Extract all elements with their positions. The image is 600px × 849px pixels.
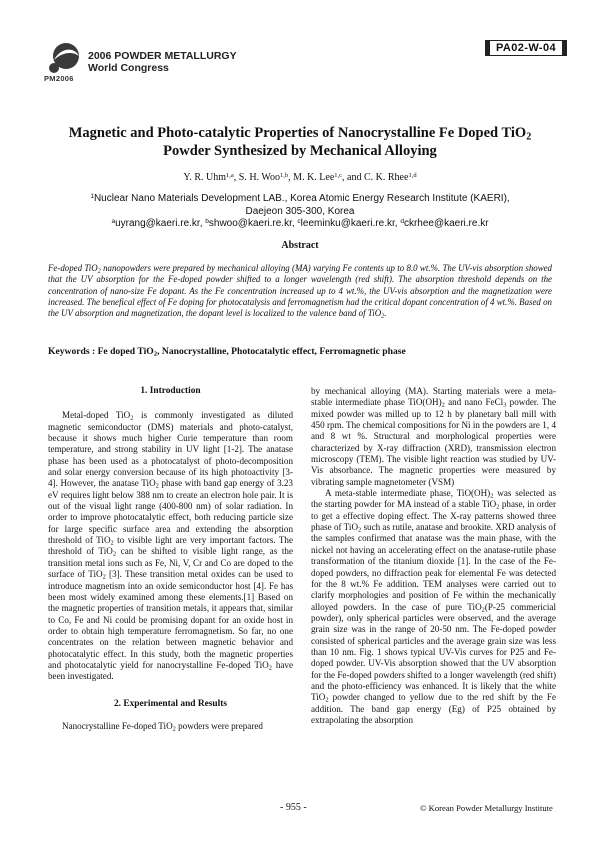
subscript: 2 [155,482,159,490]
text-run: by mechanical alloying (MA). Starting materials were a meta-stable intermediate phase TiO(OH) [311,386,556,408]
author-affil-mark: 1,a [226,172,234,180]
abstract-part: . [384,308,387,319]
subscript: 2 [102,573,106,581]
conference-name [88,50,237,74]
text-run: have been investigated. [48,659,293,682]
text-run: phase with band gap energy of 3.23 eV requires light below 388 nm to create an electron hole pair. It is out of the visual light range (400-800 nm) of solar radiation. In order to improve photocatalytic effect, both reducing particle size for large specific surface area and extending the absorption threshold of TiO [48,478,293,546]
subscript: 2 [358,526,362,534]
abstract-part: Fe-doped TiO [48,263,98,273]
author-list [40,172,560,183]
subscript: 2 [268,664,272,672]
text-run: is commonly investigated as diluted magnetic semiconductor (DMS) materials and photo-catalyst, because it shows much higher Curie temperature than room temperature, and strong stability in UV light [1-2]. The anatase phase has been used as a photocatalyst of photo-decomposition and solar energy conversion because of its high photoactivity [3-4]. However, the anatase TiO [48,410,293,489]
email-list: $^a$uyrang@kaeri.re.kr, $^b$shwoo@kaeri.re.kr, $^c$leeminku@kaeri.re.kr, $^d$ckrhee@kaeri.re.kr [111,218,489,229]
author-affil-mark: 1,c [334,172,343,180]
author-name: S. H. Woo [238,172,281,183]
logo-year-label: PM2006 [44,74,74,83]
subscript: 2 [110,539,114,547]
subscript: 2 [325,696,329,704]
keywords-label: Keywords : [48,346,98,357]
affiliation-line-1 [40,193,560,206]
subscript: 2 [481,606,485,614]
subscript: 2 [153,350,158,358]
copyright-notice: © Korean Powder Metallurgy Institute [420,803,553,813]
paper-title [40,124,560,160]
author-name: C. K. Rhee [364,172,409,183]
title-subscript: 2 [526,131,532,143]
text-run: powder changed to yellow due to the red shift by the Fe addition. The band gap energy (Eg) of P25 obtained by extrapolating the absorption [311,692,556,725]
text-run: can be shifted to visible light range, as the transition metal ions such as Fe, Ni, V, Cr and Co are doped to the surface of TiO [48,546,294,580]
text-run: was selected as the starting powder for MA instead of a stable TiO [311,488,556,510]
email-address: uyrang@kaeri.re.kr [115,218,200,229]
subscript: 2 [97,267,101,275]
intro-paragraph [48,410,293,682]
author-name: Y. R. Uhm [183,172,227,183]
methods-paragraph [311,386,556,488]
text-run: Metal-doped TiO [62,410,131,421]
subscript: 2 [496,504,500,512]
left-column [48,386,293,732]
subscript: 2 [381,312,385,320]
affiliation-line-2: Daejeon 305-300, Korea [245,205,355,217]
author-separator: , [288,172,294,183]
text-run: A meta-stable intermediate phase, TiO(OH) [325,488,491,499]
conference-line-1: 2006 POWDER METALLURGY [88,50,237,62]
email-mark: d [400,218,404,226]
subscript: 3 [503,401,507,409]
author-affil-mark: 1,d [408,172,417,180]
subscript: 2 [490,492,494,500]
text-run: phase, in order to get a effective doping effect. The X-ray patterns showed three phase of TiO [311,499,556,533]
author-affil-mark: 1,b [280,172,289,180]
section-heading-introduction: 1. Introduction [140,386,201,396]
right-column [311,386,556,726]
title-line-1 [40,124,560,142]
results-paragraph [311,488,556,726]
page-number: - 955 - [280,802,307,813]
email-mark: c [297,218,301,226]
text-run: to visible light are very important factors. The threshold of TiO [48,535,293,557]
keywords-text: Fe doped TiO [97,346,154,357]
email-address: leeminku@kaeri.re.kr [300,218,395,229]
subscript: 2 [172,725,176,733]
experimental-paragraph [48,721,293,732]
paper-code-badge: PA02-W-04 [485,40,567,56]
email-mark: a [111,218,116,226]
title-line-1-text: Magnetic and Photo-catalytic Properties of Nanocrystalline Fe Doped TiO [68,125,527,141]
subscript: 2 [441,401,445,409]
conference-line-2: World Congress [88,62,169,74]
affiliation-text: Nuclear Nano Materials Development LAB., Korea Atomic Energy Research Institute (KAERI), [93,193,510,204]
email-address: ckrhee@kaeri.re.kr [403,218,489,229]
abstract-part: nanopowders were prepared by mechanical alloying (MA) varying Fe contents up to 8.0 wt.%. The UV-vis absorption showed that the UV absorption for the Fe-doped powder shifted to a longer wavelength (red shift). The absorption threshold depends on the concentration of nano-size Fe dopant. As the Fe concentration increased up to 4 wt.%, the UV-vis absorption and the magnetization were increased. The benefical effect of Fe doping for photocatalysis and ferromagnetism had the critical dopant concentration of 4 wt.%. Based on the UV absorption and magnetization, the dopant level is localized to the valence band of TiO [48,263,552,319]
abstract-text [48,263,552,319]
affiliation-mark: 1 [90,193,94,201]
text-run: and nano FeCl [444,397,504,408]
email-address: shwoo@kaeri.re.kr [208,218,292,229]
subscript: 2 [130,414,134,422]
title-line-2: Powder Synthesized by Mechanical Alloying [163,143,437,159]
keywords-text: , Nanocrystalline, Photocatalytic effect, Ferromagnetic phase [157,346,406,357]
text-run: [3]. These transition metal oxides can be used to introduce magnetism into an oxide semiconductor host [4]. Fe has been most widely examined among these elements.[1] Based on the magnetic properties of transition metals, it appears that, similar to Co, Fe and Ni could be promising dopant for an oxide host in order to obtain high temperature ferromagnetism. So far, no one concentrates on the relation between magnetic behavior and photocatalytic effect. In this study, both the magnetic properties and photocatalytic yield for nanocrystalline Fe-doped TiO [48,569,294,670]
text-run: (P-25 commericial powder), only spherical particles were observed, and the average grain size was in the range of 20-50 nm. The Fe-doped powder consisted of spherical particles and the average grain size was less than 10 nm. Fig. 1 shows typical UV-Vis curves for P25 and Fe-doped powder. UV-Vis absorption showed that the UV absorption for the Fe-doped powders shifted to a longer wavelength (red shift) and the photo-efficiency was enhanced. It is likely that the white TiO [311,601,556,703]
section-heading-experimental: 2. Experimental and Results [113,698,228,709]
email-mark: b [205,218,209,226]
text-run: Nanocrystalline Fe-doped TiO [62,720,173,731]
affiliation-block [40,193,560,231]
subscript: 2 [112,551,117,559]
author-separator: , [233,172,239,183]
text-run: powder. The mixed powder was milled up to 12 h by planetary ball mill with 450 rpm. The chemical compositions for Ni in the powders are 1, 4 and 8 wt %. Structural and morphological properties were characterized by X-ray diffraction (XRD), transmission electron microscopy (TEM). The visible light reaction was studied by UV-Vis absorbance. The magnetic properties were measured by vibrating sample magnetometer (VSM) [311,397,556,487]
author-name: M. K. Lee [293,172,335,183]
text-run: such as rutile, anatase and brookite. XRD analysis of the samples confirmed that anatase was the main phase, with the nickel not having an accelerating effect on the anatase-rutile phase transformation of the titanium dioxide [1]. In the case of the Fe-doped powders, no diffraction peak for elemental Fe was detected for the 8 wt.% Fe addition. TEM analyses were carried out to clarify morphologies and position of Fe within the mechanically alloyed powders. In the case of pure TiO [311,522,556,612]
keywords-line [48,346,558,357]
author-separator: , and [342,172,364,183]
text-run: powders were prepared [175,720,263,731]
abstract-heading: Abstract [281,240,319,251]
